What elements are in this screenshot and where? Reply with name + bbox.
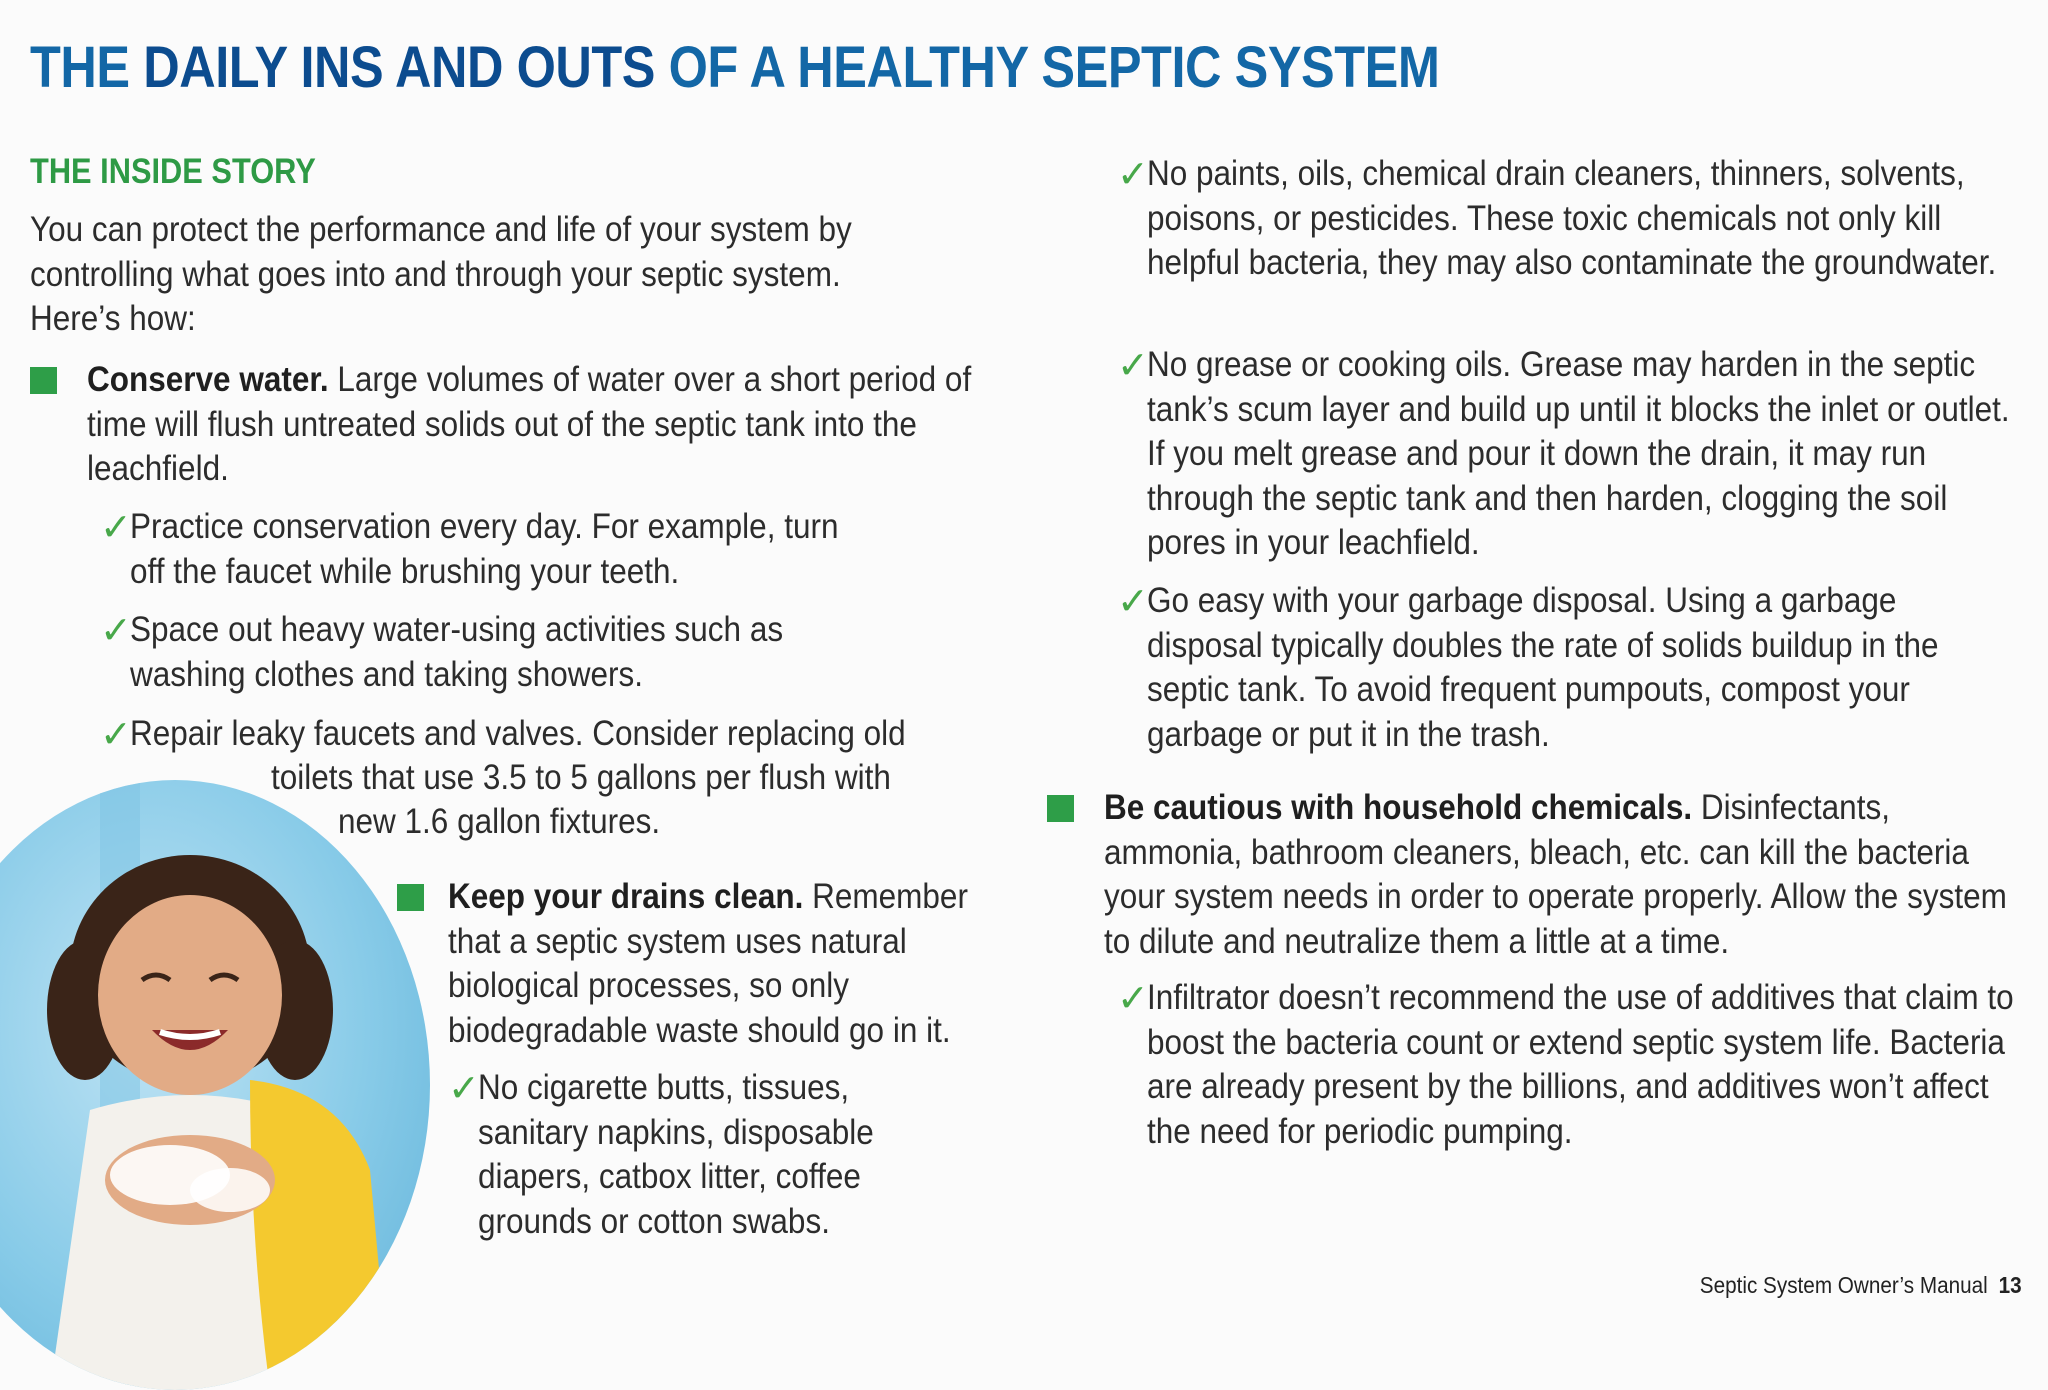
drains-heading: Keep your drains clean. [448, 877, 804, 916]
right-tip-2: No grease or cooking oils. Grease may harden in the septic tank’s scum layer and build up until it blocks the inlet or outlet. If you melt grease and pour it down the drain, it may run through the septic tank and then harden, clogging the soil pores in your leachfield. [1147, 345, 2010, 562]
check-icon: ✓ [100, 608, 132, 652]
drains-text: Remember that a septic system uses natural biological processes, so only biodegradable waste should go in it. [448, 877, 968, 1050]
conserve-water-text: Large volumes of water over a short period of time will flush untreated solids out of the septic tank into the leachfield. [87, 360, 972, 488]
right-tip-1: No paints, oils, chemical drain cleaners, thinners, solvents, poisons, or pesticides. These toxic chemicals not only kill helpful bacteria, they may also contaminate the groundwater. [1147, 154, 1997, 282]
chemicals-text: Disinfectants, ammonia, bathroom cleaners, bleach, etc. can kill the bacteria your system needs in order to operate properly. Allow the system to dilute and neutralize them a little at a time. [1104, 788, 2007, 961]
title-part-1: THE [30, 35, 144, 100]
page-title [30, 28, 1439, 108]
child-handwashing-photo [0, 780, 430, 1390]
chemicals-heading: Be cautious with household chemicals. [1104, 788, 1693, 827]
check-icon: ✓ [448, 1066, 480, 1110]
conserve-tip-3-line-3: new 1.6 gallon fixtures. [338, 802, 661, 841]
check-icon: ✓ [1117, 579, 1149, 623]
green-bullet-square [1047, 795, 1074, 822]
conserve-water-paragraph [87, 358, 987, 492]
green-bullet-square [397, 884, 424, 911]
conserve-tip-2: Space out heavy water-using activities such as washing clothes and taking showers. [130, 610, 784, 694]
drains-paragraph [448, 875, 979, 1053]
section-heading: THE INSIDE STORY [30, 152, 316, 191]
manual-title: Septic System Owner’s Manual [1700, 1272, 1989, 1298]
drains-tip: No cigarette butts, tissues, sanitary napkins, disposable diapers, catbox litter, coffee grounds or cotton swabs. [478, 1068, 874, 1241]
intro-paragraph: You can protect the performance and life of your system by controlling what goes into and through your septic system. Here’s how: [30, 210, 852, 338]
right-tip-3: Go easy with your garbage disposal. Using a garbage disposal typically doubles the rate of solids buildup in the septic tank. To avoid frequent pumpouts, compost your garbage or put it in the trash. [1147, 581, 1939, 754]
green-bullet-square [30, 367, 57, 394]
conserve-tip-1: Practice conservation every day. For example, turn off the faucet while brushing your teeth. [130, 507, 839, 591]
page-footer [1700, 1272, 2022, 1299]
check-icon: ✓ [1117, 343, 1149, 387]
chemicals-paragraph [1104, 786, 2022, 964]
conserve-tip-3-line-1: Repair leaky faucets and valves. Consider replacing old [130, 714, 906, 753]
chemicals-tip: Infiltrator doesn’t recommend the use of additives that claim to boost the bacteria count or extend septic system life. Bacteria are already present by the billions, and additives won’t affect the need for periodic pumping. [1147, 978, 2014, 1151]
conserve-tip-3-line-2: toilets that use 3.5 to 5 gallons per flush with [271, 758, 891, 797]
check-icon: ✓ [100, 505, 132, 549]
page-number: 13 [1998, 1272, 2022, 1298]
check-icon: ✓ [100, 712, 132, 756]
check-icon: ✓ [1117, 152, 1149, 196]
title-part-3: OF A HEALTHY SEPTIC SYSTEM [655, 35, 1440, 100]
conserve-water-heading: Conserve water. [87, 360, 329, 399]
title-emphasis: DAILY INS AND OUTS [143, 35, 656, 100]
check-icon: ✓ [1117, 976, 1149, 1020]
